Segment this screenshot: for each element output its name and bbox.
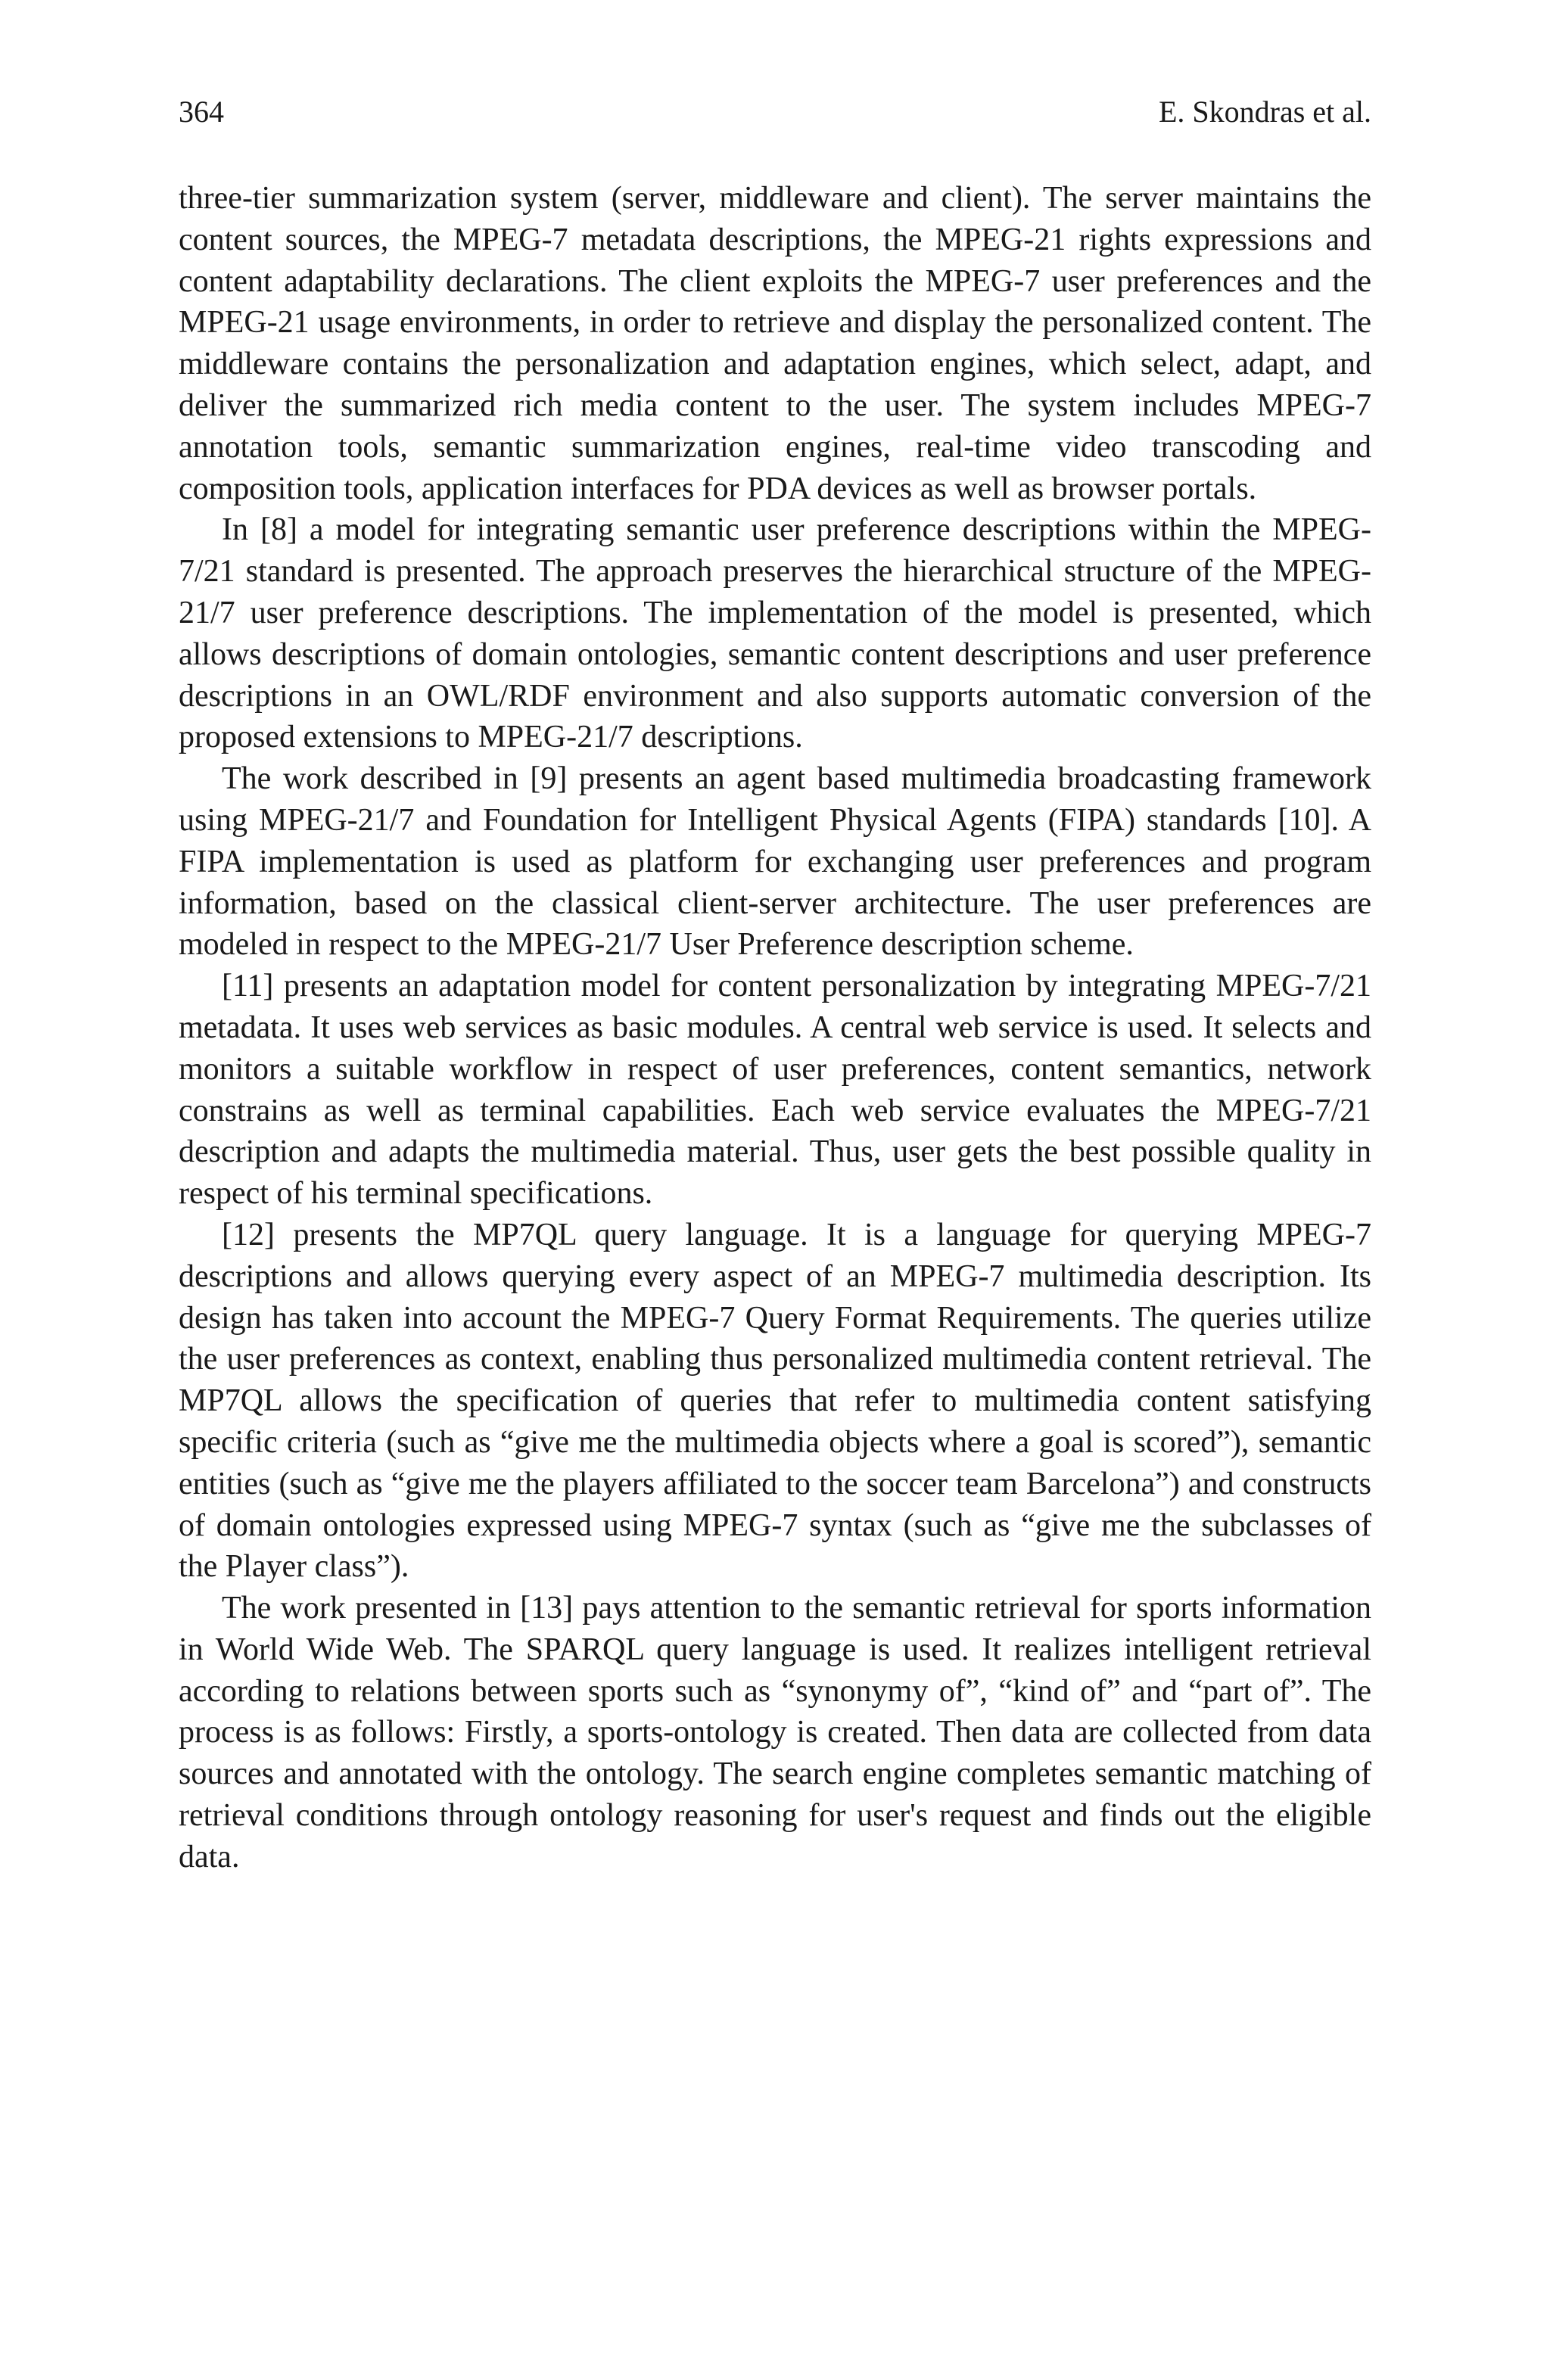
page-header bbox=[179, 89, 1371, 135]
running-head-authors: E. Skondras et al. bbox=[1158, 95, 1371, 129]
paragraph-ref-13: The work presented in [13] pays attention to the semantic retrieval for sports information in World Wide Web. The SPARQL query language is used. It realizes intelligent retrieval according to relations between sports such as “synonymy of”, “kind of” and “part of”. The process is as follows: Firstly, a sports-ontology is created. Then data are collected from data sources and annotated with the ontology. The search engine completes semantic matching of retrieval conditions through ontology reasoning for user's request and finds out the eligible data. bbox=[179, 1591, 1371, 1874]
paragraph-ref-12: [12] presents the MP7QL query language. It is a language for querying MPEG-7 descriptions and allows querying every aspect of an MPEG-7 multimedia description. Its design has taken into account the MPEG-7 Query Format Requirements. The queries utilize the user preferences as context, enabling thus personalized multimedia content retrieval. The MP7QL allows the specification of queries that refer to multimedia content satisfying specific criteria (such as “give me the multimedia objects where a goal is scored”), semantic entities (such as “give me the players affiliated to the soccer team Barcelona”) and constructs of domain ontologies expressed using MPEG-7 syntax (such as “give me the subclasses of the Player class”). bbox=[179, 1217, 1371, 1585]
paragraph-continued: three-tier summarization system (server, middleware and client). The server maintains the content sources, the MPEG-7 metadata descriptions, the MPEG-21 rights expressions and content adaptability declarations. The client exploits the MPEG-7 user preferences and the MPEG-21 usage environments, in order to retrieve and display the personalized content. The middleware contains the personalization and adaptation engines, which select, adapt, and deliver the summarized rich media content to the user. The system includes MPEG-7 annotation tools, semantic summarization engines, real-time video transcoding and composition tools, application interfaces for PDA devices as well as browser portals. bbox=[179, 181, 1371, 506]
page-number: 364 bbox=[179, 95, 224, 129]
paragraph-ref-8: In [8] a model for integrating semantic user preference descriptions within the MPEG-7/21 standard is presented. The approach preserves the hierarchical structure of the MPEG-21/7 user preference descriptions. The implementation of the model is presented, which allows descriptions of domain ontologies, semantic content descriptions and user preference descriptions in an OWL/RDF environment and also supports automatic conversion of the proposed extensions to MPEG-21/7 descriptions. bbox=[179, 512, 1371, 755]
paragraph-ref-9: The work described in [9] presents an agent based multimedia broadcasting framework using MPEG-21/7 and Foundation for Intelligent Physical Agents (FIPA) standards [10]. A FIPA implementation is used as platform for exchanging user preferences and program information, based on the classical client-server architecture. The user preferences are modeled in respect to the MPEG-21/7 User Preference description scheme. bbox=[179, 761, 1371, 963]
body-text bbox=[179, 178, 1371, 1878]
paragraph-ref-11: [11] presents an adaptation model for content personalization by integrating MPEG-7/21 metadata. It uses web services as basic modules. A central web service is used. It selects and monitors a suitable workflow in respect of user preferences, content semantics, network constrains as well as terminal capabilities. Each web service evaluates the MPEG-7/21 description and adapts the multimedia material. Thus, user gets the best possible quality in respect of his terminal specifications. bbox=[179, 969, 1371, 1212]
